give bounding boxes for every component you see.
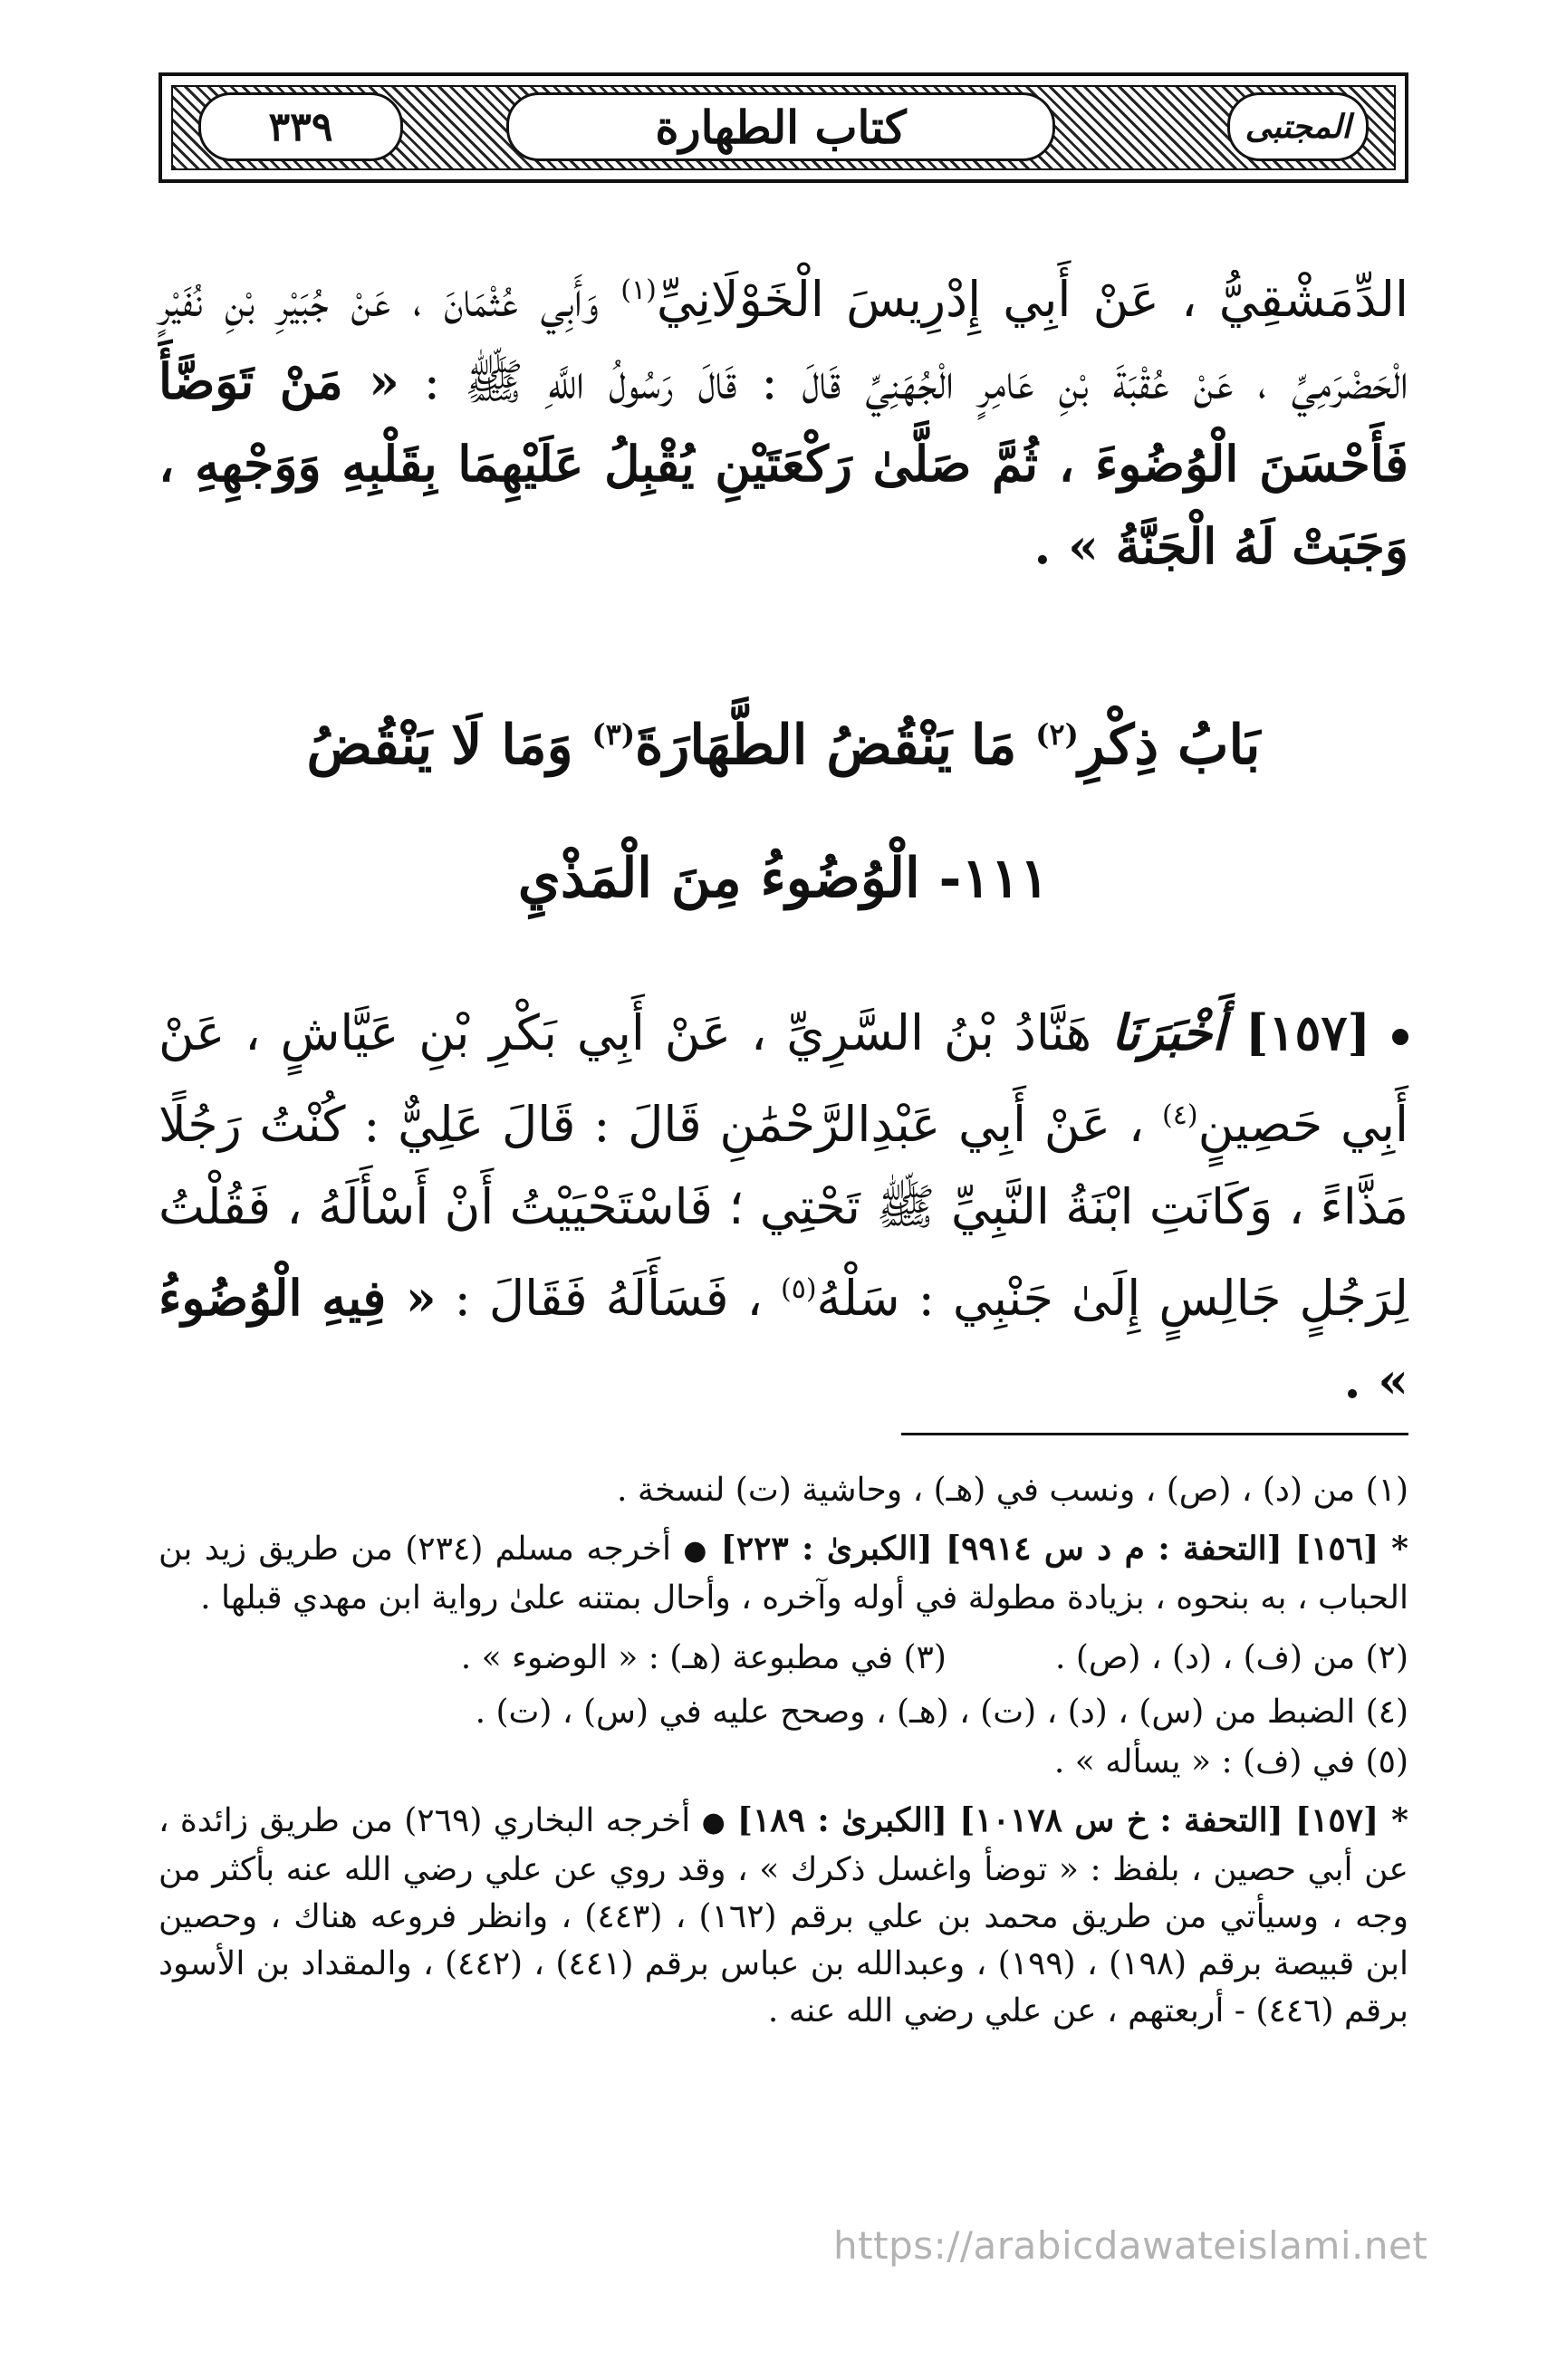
footnote-ref[interactable]: (٣) bbox=[591, 717, 635, 752]
section-heading: ١١١- الْوُضُوءُ مِنَ الْمَذْيِ bbox=[517, 847, 1050, 910]
takhrij-body: أخرجه البخاري (٢٦٩) من طريق زائدة ، عن أبي حصين ، بلفظ : « توضأ واغسل ذكرك » ، وقد روي عن علي رضي الله عنه بأكثر من وجه ، وسيأتي من طريق محمد بن علي برقم (١٦٢) ، (٤٤٣) ، وانظر فروعه هناك ، وحصين ابن قبيصة برقم (١٩٨) ، (١٩٩) ، وعبدالله بن عباس برقم (٤٤١) ، (٤٤٢) ، والمقداد بن الأسود برقم (٤٤٦) - أربعتهم ، عن علي رضي الله عنه . bbox=[159, 1802, 1408, 2030]
hadith-paragraph bbox=[159, 992, 1408, 1422]
footnote-ref[interactable]: (٥) bbox=[780, 1273, 817, 1305]
watermark-url: https://arabicdawateislami.net bbox=[833, 2223, 1428, 2268]
text-line: وَأَبِي عُثْمَانَ ، عَنْ جُبَيْرِ بْنِ نُفَيْرٍ الْحَضْرَمِيِّ ، عَنْ عُقْبَةَ بْنِ عَامِرٍ الْجُهَنِيِّ قَالَ : قَالَ رَسُولُ اللَّهِ ﷺ : bbox=[159, 271, 1408, 410]
hadith-text: ، عَنْ أَبِي عَبْدِالرَّحْمَٰنِ قَالَ : قَالَ عَلِيٌّ : كُنْتُ رَجُلًا مَذَّاءً ، وَكَانَتِ ابْنَةُ النَّبِيِّ ﷺ تَحْتِي ؛ فَاسْتَحْيَيْتُ أَنْ أَسْأَلَهُ ، فَقُلْتُ لِرَجُلٍ جَالِسٍ إِلَىٰ جَنْبِي : سَلْهُ bbox=[159, 1096, 1408, 1327]
book-title: كتاب الطهارة bbox=[506, 92, 1055, 161]
takhrij-head: [١٥٧] [التحفة : خ س ١٠١٧٨] [الكبرىٰ : ١٨٩] bbox=[736, 1801, 1379, 1839]
page-header bbox=[159, 72, 1408, 183]
footnote-1: (١) من (د) ، (ص) ، ونسب في (هـ) ، وحاشية (ت) لنسخة . bbox=[616, 1472, 1408, 1509]
dot-icon: ● bbox=[701, 1807, 726, 1838]
page-number: ٣٣٩ bbox=[198, 92, 403, 161]
prophetic-quote: « مَنْ تَوَضَّأَ فَأَحْسَنَ الْوُضُوءَ ، ثُمَّ صَلَّىٰ رَكْعَتَيْنِ يُقْبِلُ عَلَيْهِمَا بِقَلْبِهِ وَوَجْهِهِ ، وَجَبَتْ لَهُ الْجَنَّةُ » . bbox=[159, 352, 1408, 575]
book-logo: المجتبى bbox=[1227, 92, 1369, 161]
footnote-divider bbox=[901, 1433, 1408, 1435]
takhrij-157 bbox=[159, 1797, 1408, 2035]
footnote-pair bbox=[159, 1635, 1408, 1682]
hadith-opening: أَخْبَرَنَا bbox=[1111, 1003, 1225, 1061]
hadith-text: ، فَسَأَلَهُ فَقَالَ : bbox=[454, 1270, 763, 1327]
dot-icon: ● bbox=[683, 1535, 709, 1567]
hadith-text: هَنَّادُ بْنُ السَّرِيِّ ، عَنْ أَبِي بَكْرِ بْنِ عَيَّاشٍ ، عَنْ أَبِي حَصِينٍ bbox=[159, 1004, 1408, 1153]
main-paragraph bbox=[159, 249, 1408, 588]
footnote-4: (٤) الضبط من (س) ، (د) ، (ت) ، (هـ) ، وصحح عليه في (س) ، (ت) . bbox=[475, 1694, 1408, 1731]
takhrij-head: [١٥٦] [التحفة : م د س ٩٩١٤] [الكبرىٰ : ٢٢٣] bbox=[720, 1530, 1379, 1568]
footnote-ref[interactable]: (١) bbox=[620, 274, 657, 306]
chapter-part: مَا يَنْقُضُ الطَّهَارَةَ bbox=[634, 714, 1017, 777]
hadith-answer: « فِيهِ الْوُضُوءُ » . bbox=[159, 1269, 1408, 1409]
main-text bbox=[159, 249, 1408, 588]
text-line: الدِّمَشْقِيُّ ، عَنْ أَبِي إِدْرِيسَ الْخَوْلَانِيِّ bbox=[656, 271, 1408, 328]
footnotes bbox=[159, 1467, 1408, 2048]
chapter-heading bbox=[159, 714, 1408, 777]
footnote-ref[interactable]: (٢) bbox=[1035, 717, 1079, 752]
takhrij-body: أخرجه مسلم (٢٣٤) من طريق زيد بن الحباب ، به بنحوه ، بزيادة مطولة في أوله وآخره ، وأحال بمتنه علىٰ رواية ابن مهدي قبلها . bbox=[159, 1531, 1408, 1617]
chapter-part: بَابُ ذِكْرِ bbox=[1078, 714, 1261, 777]
chapter-part: وَمَا لَا يَنْقُضُ bbox=[306, 714, 573, 777]
footnote-ref[interactable]: (٤) bbox=[1162, 1099, 1198, 1131]
hadith-number: [١٥٧] bbox=[1245, 1003, 1371, 1061]
footnote-3: (٣) في مطبوعة (هـ) : « الوضوء » . bbox=[460, 1639, 947, 1676]
bullet-icon bbox=[1392, 1029, 1408, 1045]
star-icon: * bbox=[1391, 1801, 1408, 1839]
hadith-157 bbox=[159, 992, 1408, 1422]
takhrij-156 bbox=[159, 1525, 1408, 1622]
star-icon: * bbox=[1391, 1530, 1408, 1568]
footnote-2: (٢) من (ف) ، (د) ، (ص) . bbox=[1054, 1639, 1408, 1676]
footnote-5: (٥) في (ف) : « يسأله » . bbox=[1053, 1743, 1408, 1780]
